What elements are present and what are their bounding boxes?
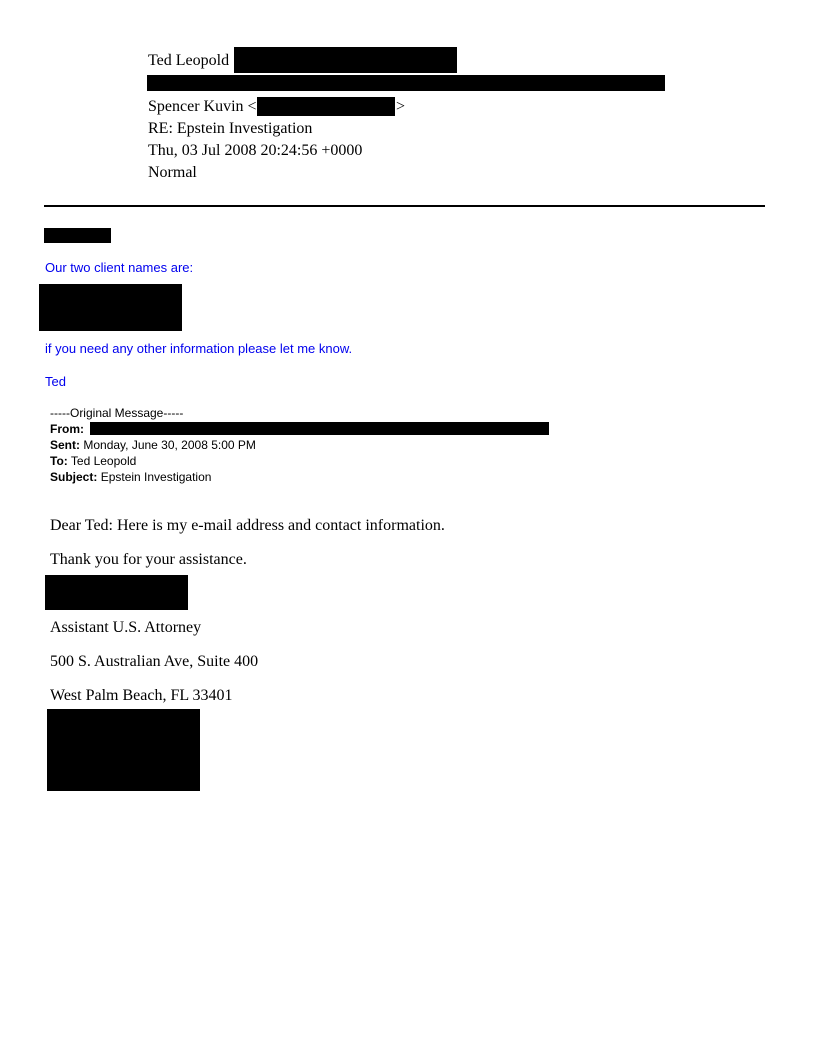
redaction-block: [257, 97, 395, 116]
original-sent-value: Monday, June 30, 2008 5:00 PM: [83, 438, 256, 452]
message-thanks: Thank you for your assistance.: [50, 551, 247, 568]
reply-signature: Ted: [45, 374, 66, 389]
original-from-row: [50, 421, 84, 437]
redaction-block: [90, 422, 549, 435]
redaction-block: [39, 284, 182, 331]
signature-address-line2: West Palm Beach, FL 33401: [50, 687, 233, 704]
original-to-value: Ted Leopold: [70, 454, 137, 468]
signature-title: Assistant U.S. Attorney: [50, 619, 202, 636]
redaction-block: [44, 228, 111, 243]
header-date-value: Thu, 03 Jul 2008 20:24:56 +0000: [148, 142, 363, 159]
original-sent-row: [50, 437, 256, 453]
reply-line-client-names: Our two client names are:: [45, 260, 194, 275]
header-divider: [44, 205, 765, 207]
original-to-row: [50, 453, 136, 469]
original-sent-label: Sent:: [50, 438, 80, 452]
original-subject-row: [50, 469, 211, 485]
original-subject-value: Epstein Investigation: [100, 470, 212, 484]
signature-address-line1: 500 S. Australian Ave, Suite 400: [50, 653, 259, 670]
redaction-block: [234, 47, 457, 73]
header-from-value: Ted Leopold: [148, 52, 230, 69]
header-importance-value: Normal: [148, 164, 197, 181]
redaction-block: [47, 709, 200, 791]
redaction-block: [45, 575, 188, 610]
original-to-label: To:: [50, 454, 68, 468]
message-greeting: Dear Ted: Here is my e-mail address and contact information.: [50, 517, 445, 534]
header-cc-value-end: >: [396, 98, 406, 115]
original-from-label: From:: [50, 422, 84, 436]
header-subject-value: RE: Epstein Investigation: [148, 120, 313, 137]
original-separator: -----Original Message-----: [50, 406, 184, 420]
header-cc-value: Spencer Kuvin <: [148, 98, 257, 115]
redaction-block: [147, 75, 665, 91]
original-subject-label: Subject:: [50, 470, 98, 484]
reply-line-other-info: if you need any other information please let me know.: [45, 341, 353, 356]
